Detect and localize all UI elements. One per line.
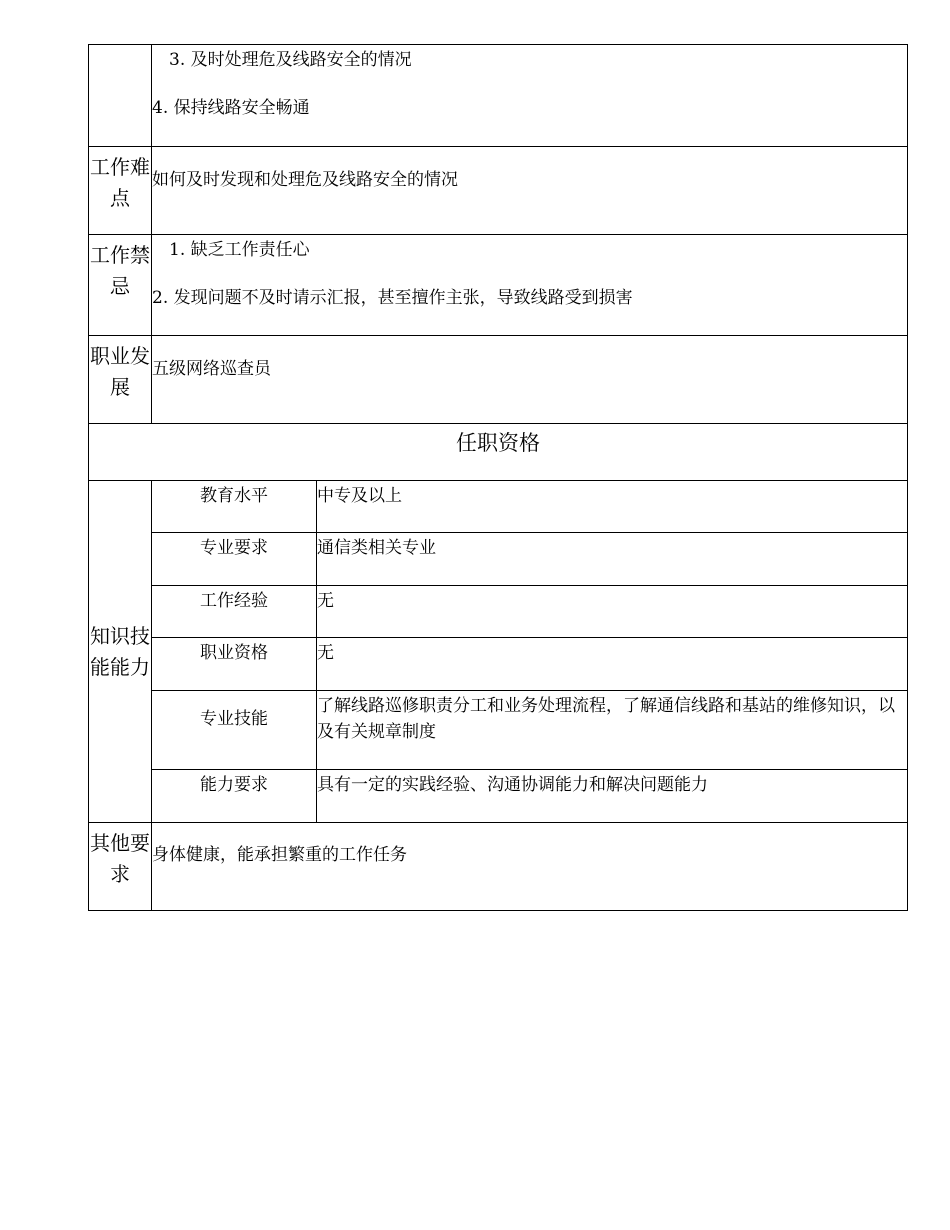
duty-item-3: 3. 及时处理危及线路安全的情况 — [169, 50, 412, 70]
difficulty-row — [89, 147, 908, 235]
other-label: 其他要求 — [89, 823, 152, 911]
taboo-item-1: 1. 缺乏工作责任心 — [169, 240, 310, 260]
qualification-value: 通信类相关专业 — [317, 533, 908, 586]
duties-label-cell — [89, 45, 152, 147]
career-label: 职业发展 — [89, 336, 152, 424]
qualification-value: 中专及以上 — [317, 481, 908, 533]
qualification-row — [89, 586, 908, 638]
difficulty-text: 如何及时发现和处理危及线路安全的情况 — [152, 170, 458, 190]
knowledge-skills-label: 知识技能能力 — [89, 481, 152, 823]
qualification-row — [89, 481, 908, 533]
taboo-row — [89, 235, 908, 336]
qualification-row — [89, 533, 908, 586]
career-content — [152, 336, 908, 424]
other-content — [152, 823, 908, 911]
career-text: 五级网络巡查员 — [152, 359, 271, 379]
other-row — [89, 823, 908, 911]
qualifications-title-row — [89, 424, 908, 481]
difficulty-label: 工作难点 — [89, 147, 152, 235]
qualification-label: 专业技能 — [152, 691, 317, 770]
qualification-value: 无 — [317, 638, 908, 691]
qualification-label: 职业资格 — [152, 638, 317, 691]
taboo-content — [152, 235, 908, 336]
qualification-row — [89, 770, 908, 823]
qualification-value: 无 — [317, 586, 908, 638]
qualification-label: 专业要求 — [152, 533, 317, 586]
duties-row — [89, 45, 908, 147]
qualification-value: 具有一定的实践经验、沟通协调能力和解决问题能力 — [317, 770, 908, 823]
qualifications-title: 任职资格 — [89, 424, 908, 481]
duty-item-4: 4. 保持线路安全畅通 — [152, 98, 310, 118]
duties-content — [152, 45, 908, 147]
career-row — [89, 336, 908, 424]
qualification-value: 了解线路巡修职责分工和业务处理流程，了解通信线路和基站的维修知识，以及有关规章制度 — [317, 691, 908, 770]
taboo-label: 工作禁忌 — [89, 235, 152, 336]
qualification-label: 工作经验 — [152, 586, 317, 638]
qualification-label: 教育水平 — [152, 481, 317, 533]
other-text: 身体健康，能承担繁重的工作任务 — [152, 845, 407, 865]
difficulty-content — [152, 147, 908, 235]
job-description-table — [88, 44, 908, 911]
qualification-label: 能力要求 — [152, 770, 317, 823]
qualification-row — [89, 691, 908, 770]
qualification-row — [89, 638, 908, 691]
taboo-item-2: 2. 发现问题不及时请示汇报，甚至擅作主张，导致线路受到损害 — [152, 288, 633, 308]
